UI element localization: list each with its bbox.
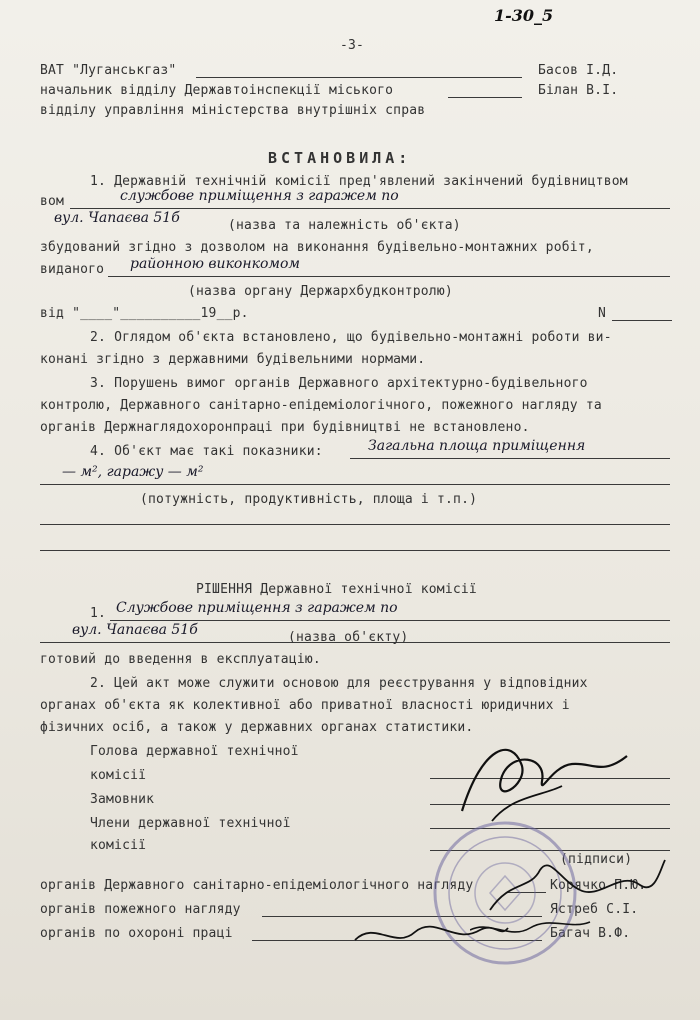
- decision-title: РІШЕННЯ Державної технічної комісії: [196, 582, 477, 597]
- p3-line-2: контролю, Державного санітарно-епідеміологічного, пожежного нагляду та: [40, 398, 602, 413]
- p1-address-handwritten: вул. Чапаєва 51б: [54, 210, 180, 226]
- footer-line-2-right: Ястреб С.І.: [550, 902, 639, 917]
- signature-label-3: Замовник: [90, 792, 155, 807]
- p2-line-2: конані згідно з державними будівельними нормами.: [40, 352, 426, 367]
- p1-issuer-handwritten: районною виконкомом: [130, 256, 301, 272]
- p4-underline-1: [350, 458, 670, 459]
- p1-caption-issuer: (назва органу Держархбудконтролю): [188, 284, 453, 299]
- p4-underline-3: [40, 524, 670, 525]
- d1-handwritten-1: Службове приміщення з гаражем по: [116, 600, 398, 616]
- p4-handwritten-2: — м², гаражу — м²: [62, 464, 204, 480]
- p2-line-1: 2. Оглядом об'єкта встановлено, що будівельно-монтажні роботи ви-: [90, 330, 612, 345]
- header-line-3-left: відділу управління міністерства внутрішніх справ: [40, 103, 426, 118]
- header-line-1-underline: [196, 77, 522, 78]
- p4-underline-2: [40, 484, 670, 485]
- d2-line-3: фізичних осіб, а також у державних органах статистики.: [40, 720, 474, 735]
- p1-line-4-prefix: виданого: [40, 262, 105, 277]
- footer-line-3-left: органів по охороні праці: [40, 926, 233, 941]
- d1-handwritten-2: вул. Чапаєва 51б: [72, 622, 198, 638]
- d1-underline-1: [110, 620, 670, 621]
- header-line-2-underline: [448, 97, 522, 98]
- document-code: 1-30_5: [494, 6, 554, 25]
- d2-line-2: органах об'єкта як колективної або приватної власності юридичних і: [40, 698, 570, 713]
- signature-label-1: Голова державної технічної: [90, 744, 299, 759]
- signature-label-2: комісії: [90, 768, 147, 783]
- footer-line-1-right: Корячко П.Ю.: [550, 878, 647, 893]
- p1-date-line: від "____"__________19__р.: [40, 306, 249, 321]
- d2-line-1: 2. Цей акт може служити основою для реєстрування у відповідних: [90, 676, 588, 691]
- header-line-1-right: Басов І.Д.: [538, 63, 619, 78]
- page-number: -3-: [340, 38, 365, 53]
- p3-line-1: 3. Порушень вимог органів Державного архітектурно-будівельного: [90, 376, 588, 391]
- chairman-signature: [452, 726, 642, 826]
- footer-line-1-left: органів Державного санітарно-епідеміологічного нагляду: [40, 878, 474, 893]
- p1-caption-object: (назва та належність об'єкта): [228, 218, 461, 233]
- p1-line-1: 1. Державній технічній комісії пред'явлений закінчений будівництвом: [90, 174, 628, 189]
- p1-number-underline: [612, 320, 672, 321]
- p1-object-handwritten: службове приміщення з гаражем по: [120, 188, 399, 204]
- p1-line-2-prefix: вом: [40, 194, 65, 209]
- section-title: ВСТАНОВИЛА:: [268, 149, 412, 167]
- p1-object-underline: [70, 208, 670, 209]
- p3-line-3: органів Держнаглядохоронпраці при будівництві не встановлено.: [40, 420, 530, 435]
- p1-issuer-underline: [108, 276, 670, 277]
- labor-safety-signature: [350, 910, 510, 960]
- signature-label-4: Члени державної технічної: [90, 816, 291, 831]
- signature-label-5: комісії: [90, 838, 147, 853]
- p4-handwritten-1: Загальна площа приміщення: [368, 438, 586, 454]
- footer-line-3-right: Багач В.Ф.: [550, 926, 631, 941]
- footer-line-2-left: органів пожежного нагляду: [40, 902, 241, 917]
- p4-caption: (потужність, продуктивність, площа і т.п.): [140, 492, 478, 507]
- d1-caption: (назва об'єкту): [288, 630, 409, 645]
- header-line-2-right: Білан В.І.: [538, 83, 619, 98]
- signature-caption: (підписи): [560, 852, 633, 867]
- p4-underline-4: [40, 550, 670, 551]
- p1-line-3: збудований згідно з дозволом на виконання будівельно-монтажних робіт,: [40, 240, 594, 255]
- p1-number-label: N: [598, 306, 607, 321]
- header-line-2-left: начальник відділу Державтоінспекції міського: [40, 83, 394, 98]
- header-line-1-left: ВАТ "Луганськгаз": [40, 63, 177, 78]
- p4-line-1: 4. Об'єкт має такі показники:: [90, 444, 323, 459]
- d1-number: 1.: [90, 606, 107, 621]
- d1-line-3: готовий до введення в експлуатацію.: [40, 652, 321, 667]
